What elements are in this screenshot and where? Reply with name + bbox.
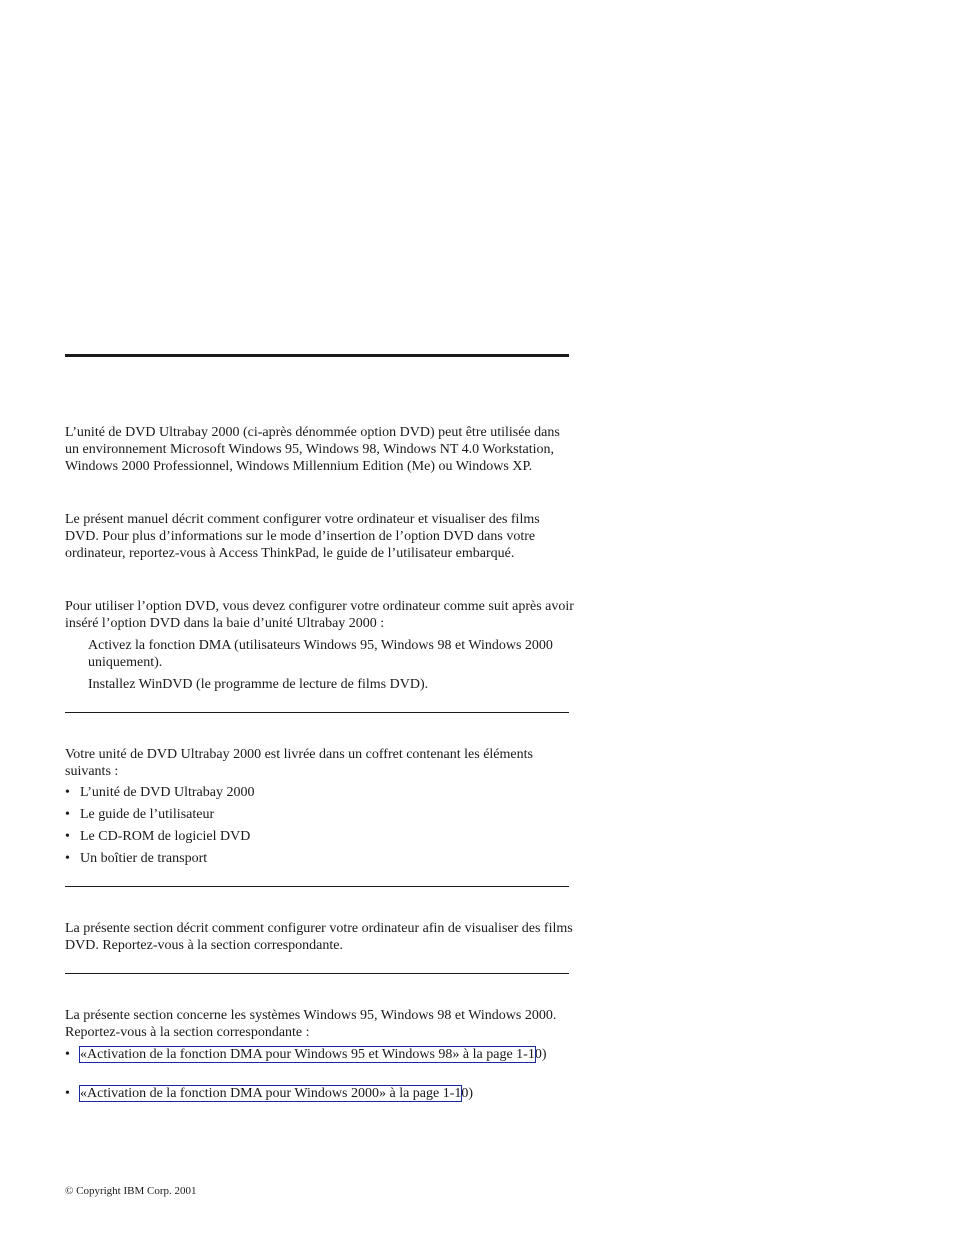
bullet-icon: • xyxy=(65,1086,70,1101)
bullet-icon: • xyxy=(65,1047,70,1062)
chapter-rule xyxy=(65,354,569,357)
section-rule-setup xyxy=(65,886,569,887)
step-1: Activez la fonction DMA (utilisateurs Windows 95, Windows 98 et Windows 2000 uniquement). xyxy=(88,638,553,670)
list-item-text: Le guide de l’utilisateur xyxy=(80,807,215,822)
intro-paragraph-2: Le présent manuel décrit comment configurer votre ordinateur et visualiser des films DVD. Pour plus d’informations sur le mode d’insertion de l’option DVD dans votre ordinateur, reportez-vous à Access ThinkPad, le guide de l’utilisateur embarqué. xyxy=(65,512,540,561)
package-paragraph: Votre unité de DVD Ultrabay 2000 est livrée dans un coffret contenant les éléments suivants : xyxy=(65,747,533,779)
bullet-icon: • xyxy=(65,851,70,866)
section-rule-dma xyxy=(65,973,569,974)
list-item-text xyxy=(80,1085,560,1102)
setup-paragraph: La présente section décrit comment configurer votre ordinateur afin de visualiser des films DVD. Reportez-vous à la section correspondante. xyxy=(65,921,573,953)
dma-paragraph: La présente section concerne les systèmes Windows 95, Windows 98 et Windows 2000. Reportez-vous à la section correspondante : xyxy=(65,1008,557,1040)
copyright-notice: © Copyright IBM Corp. 2001 xyxy=(65,1185,197,1197)
intro-paragraph-3: Pour utiliser l’option DVD, vous devez configurer votre ordinateur comme suit après avoir inséré l’option DVD dans la baie d’unité Ultrabay 2000 : xyxy=(65,599,574,631)
link-suffix: 0) xyxy=(534,1047,547,1062)
intro-paragraph-1: L’unité de DVD Ultrabay 2000 (ci-après dénommée option DVD) peut être utilisée dans un environnement Microsoft Windows 95, Windows 98, Windows NT 4.0 Workstation, Windows 2000 Professionnel, Windows Millennium Edition (Me) ou Windows XP. xyxy=(65,425,560,474)
bullet-icon: • xyxy=(65,785,70,800)
list-item-text xyxy=(80,1046,560,1063)
list-item-text: L’unité de DVD Ultrabay 2000 xyxy=(80,785,255,800)
section-rule-package xyxy=(65,712,569,713)
step-2: Installez WinDVD (le programme de lecture de films DVD). xyxy=(88,677,429,692)
list-item-text: Le CD-ROM de logiciel DVD xyxy=(80,829,251,844)
list-item-text: Un boîtier de transport xyxy=(80,851,208,866)
bullet-icon: • xyxy=(65,807,70,822)
link-dma-windows-2000[interactable]: «Activation de la fonction DMA pour Windows 2000» à la page 1-1 xyxy=(80,1086,462,1101)
link-suffix: 0) xyxy=(461,1086,474,1101)
link-dma-windows-95-98[interactable]: «Activation de la fonction DMA pour Windows 95 et Windows 98» à la page 1-1 xyxy=(80,1047,535,1062)
bullet-icon: • xyxy=(65,829,70,844)
